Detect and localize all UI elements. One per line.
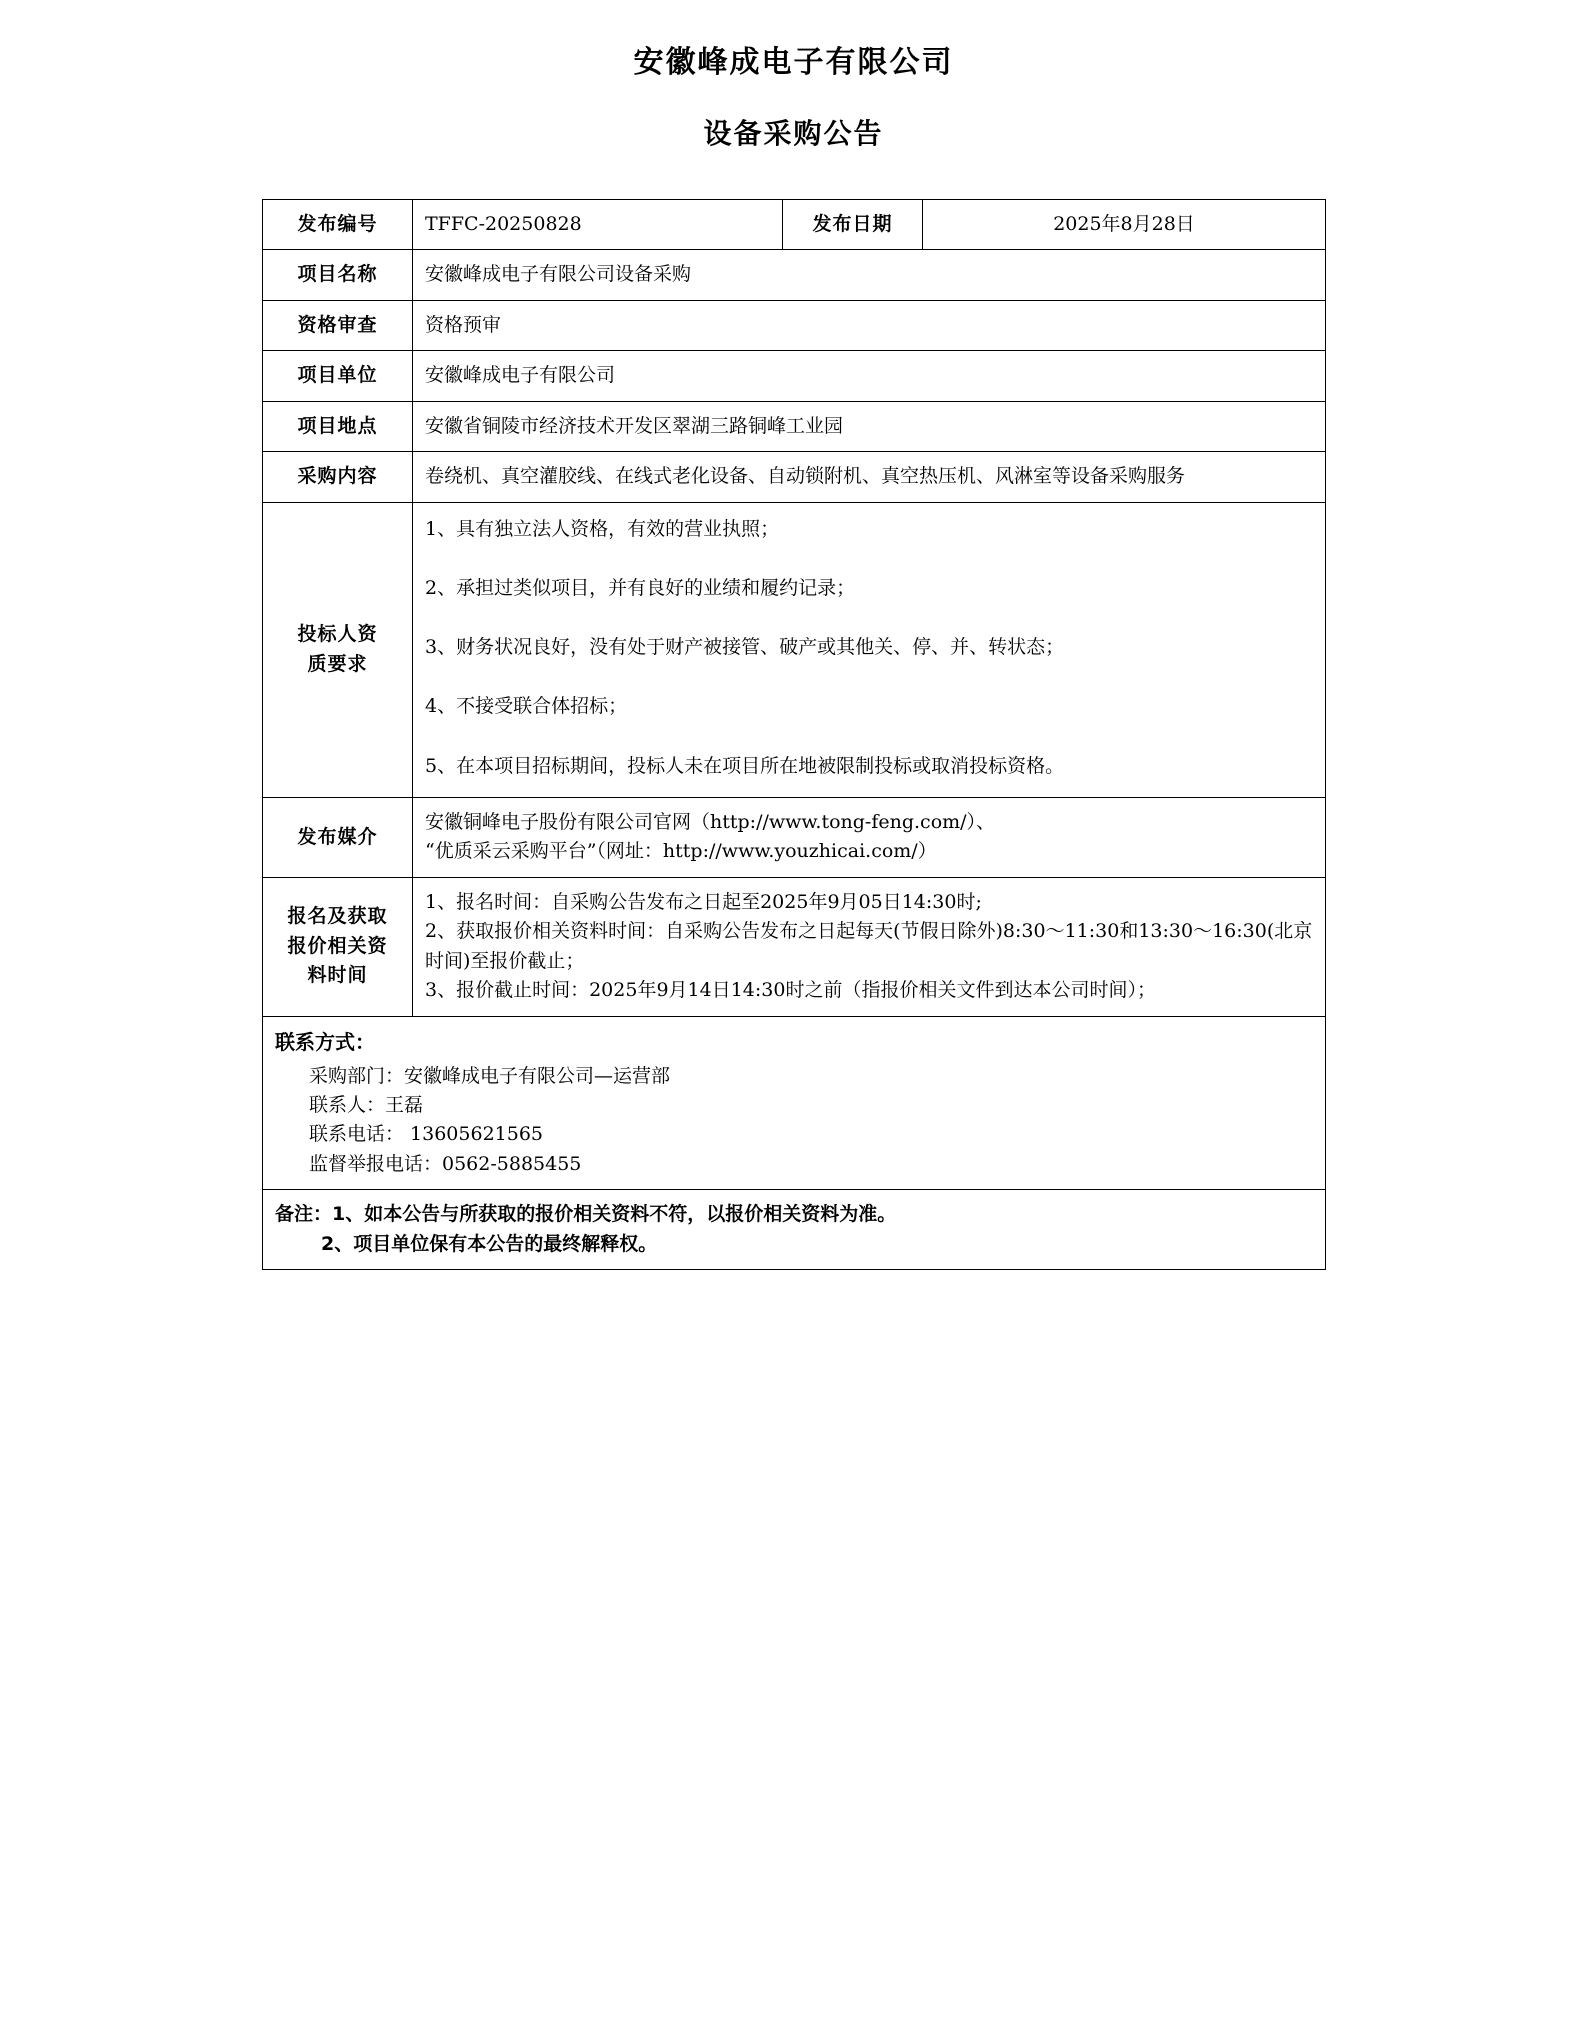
table-row	[263, 401, 1326, 451]
label-registration-time-line1: 报名及获取	[287, 905, 388, 928]
table-row	[263, 250, 1326, 300]
value-procurement-content: 卷绕机、真空灌胶线、在线式老化设备、自动锁附机、真空热压机、风淋室等设备采购服务	[413, 452, 1326, 502]
label-project-location: 项目地点	[263, 401, 413, 451]
value-registration-time	[413, 877, 1326, 1016]
table-row	[263, 877, 1326, 1016]
note-line-1: 备注：1、如本公告与所获取的报价相关资料不符，以报价相关资料为准。	[275, 1203, 897, 1226]
publish-media-line2: “优质采云采购平台”（网址：http://www.youzhicai.com/）	[425, 840, 937, 863]
label-bidder-qualification-line2: 质要求	[307, 652, 368, 675]
label-notice-date: 发布日期	[783, 200, 923, 250]
label-notice-no: 发布编号	[263, 200, 413, 250]
contact-department: 采购部门：安徽峰成电子有限公司—运营部	[309, 1064, 671, 1087]
notice-table-wrap	[262, 199, 1325, 1270]
label-qualification-review: 资格审查	[263, 300, 413, 350]
list-item: 3、财务状况良好，没有处于财产被接管、破产或其他关、停、并、转状态；	[425, 636, 1065, 659]
contact-person: 联系人：王磊	[309, 1093, 424, 1116]
notes-block	[263, 1190, 1326, 1270]
list-item: 5、在本项目招标期间，投标人未在项目所在地被限制投标或取消投标资格。	[425, 754, 1065, 777]
label-project-name: 项目名称	[263, 250, 413, 300]
label-registration-time-line3: 料时间	[307, 964, 368, 987]
note-line-2: 2、项目单位保有本公告的最终解释权。	[321, 1232, 658, 1255]
label-registration-time-line2: 报价相关资	[287, 934, 388, 957]
value-notice-date: 2025年8月28日	[923, 200, 1326, 250]
value-project-unit: 安徽峰成电子有限公司	[413, 351, 1326, 401]
contact-phone: 联系电话： 13605621565	[309, 1123, 544, 1146]
list-item: 1、报名时间：自采购公告发布之日起至2025年9月05日14:30时;	[425, 890, 982, 913]
label-procurement-content: 采购内容	[263, 452, 413, 502]
table-row	[263, 797, 1326, 877]
label-registration-time	[263, 877, 413, 1016]
list-item: 3、报价截止时间：2025年9月14日14:30时之前（指报价相关文件到达本公司时间）；	[425, 979, 1156, 1002]
table-row	[263, 452, 1326, 502]
contact-heading: 联系方式：	[275, 1029, 375, 1054]
list-item: 2、承担过类似项目，并有良好的业绩和履约记录；	[425, 576, 856, 599]
value-publish-media	[413, 797, 1326, 877]
label-project-unit: 项目单位	[263, 351, 413, 401]
value-qualification-review: 资格预审	[413, 300, 1326, 350]
publish-media-line1: 安徽铜峰电子股份有限公司官网（http://www.tong-feng.com/）、	[425, 810, 996, 833]
bidder-qualification-list	[425, 513, 1313, 783]
value-notice-no: TFFC-20250828	[413, 200, 783, 250]
title-block	[0, 0, 1587, 155]
label-publish-media: 发布媒介	[263, 797, 413, 877]
page-subtitle: 设备采购公告	[703, 117, 884, 150]
contact-supervision-phone: 监督举报电话：0562-5885455	[309, 1152, 582, 1175]
list-item: 1、具有独立法人资格，有效的营业执照；	[425, 517, 780, 540]
table-row	[263, 1190, 1326, 1270]
value-project-location: 安徽省铜陵市经济技术开发区翠湖三路铜峰工业园	[413, 401, 1326, 451]
page-title: 安徽峰成电子有限公司	[633, 45, 954, 80]
list-item: 2、获取报价相关资料时间：自采购公告发布之日起每天(节假日除外)8:30～11:30和13:30～16:30(北京时间)至报价截止；	[425, 920, 1313, 972]
table-row	[263, 351, 1326, 401]
table-row	[263, 300, 1326, 350]
contact-block	[263, 1016, 1326, 1190]
table-row	[263, 1016, 1326, 1190]
table-row	[263, 200, 1326, 250]
table-row	[263, 502, 1326, 797]
value-project-name: 安徽峰成电子有限公司设备采购	[413, 250, 1326, 300]
label-bidder-qualification	[263, 502, 413, 797]
value-bidder-qualification	[413, 502, 1326, 797]
label-bidder-qualification-line1: 投标人资	[297, 623, 378, 646]
list-item: 4、不接受联合体招标；	[425, 695, 628, 718]
notice-table	[262, 199, 1326, 1270]
